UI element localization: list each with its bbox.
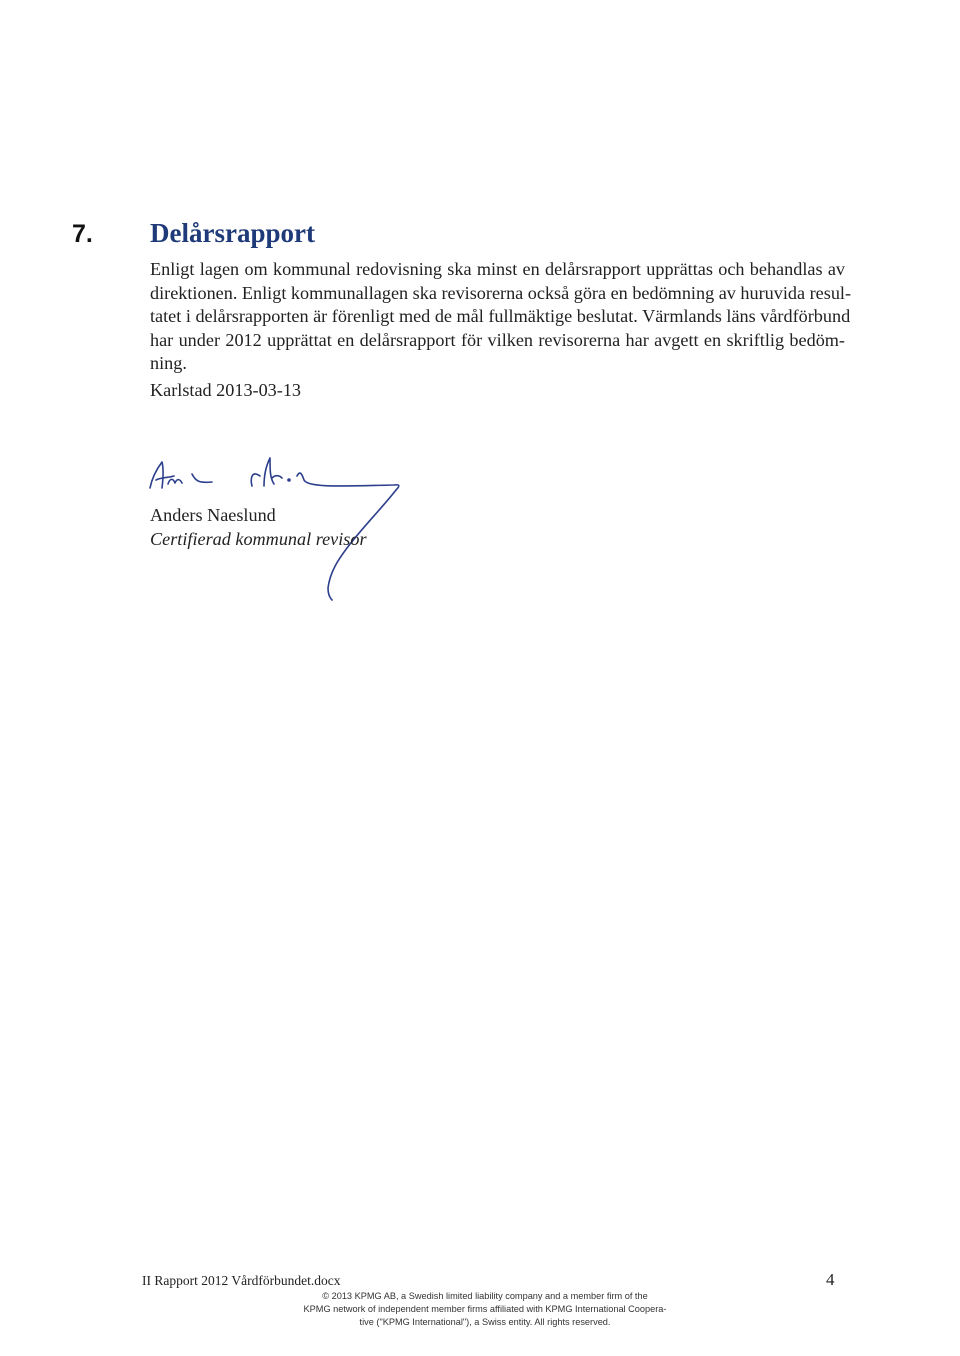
copyright-line: tive ("KPMG International"), a Swiss entity. All rights reserved. xyxy=(359,1317,611,1327)
copyright-line: KPMG network of independent member firms affiliated with KPMG International Coopera- xyxy=(303,1304,667,1314)
handwritten-signature xyxy=(142,448,422,608)
place-date: Karlstad 2013-03-13 xyxy=(150,380,302,400)
page-number: 4 xyxy=(826,1270,835,1289)
body-paragraph xyxy=(150,258,852,376)
copyright-notice xyxy=(280,1290,690,1329)
body-line: Enligt lagen om kommunal redovisning ska minst en delårsrapport upprättas och behandlas av xyxy=(150,259,845,279)
footer-document-name: II Rapport 2012 Vårdförbundet.docx xyxy=(142,1273,341,1288)
section-title: Delårsrapport xyxy=(150,218,315,248)
section-number: 7. xyxy=(72,220,93,248)
body-line: ning. xyxy=(150,353,187,373)
body-line: direktionen. Enligt kommunallagen ska revisorerna också göra en bedömning av huruvida resul- xyxy=(150,282,852,303)
body-line: tatet i delårsrapporten är förenligt med de mål fullmäktige beslutat. Värmlands läns vårdförbund xyxy=(150,306,851,326)
signer-title: Certifierad kommunal revisor xyxy=(150,529,367,549)
body-line: har under 2012 upprättat en delårsrapport för vilken revisorerna har avgett en skriftlig bedöm- xyxy=(150,329,845,350)
section-heading xyxy=(72,218,315,249)
signer-name: Anders Naeslund xyxy=(150,505,276,525)
copyright-line: © 2013 KPMG AB, a Swedish limited liability company and a member firm of the xyxy=(322,1291,648,1301)
